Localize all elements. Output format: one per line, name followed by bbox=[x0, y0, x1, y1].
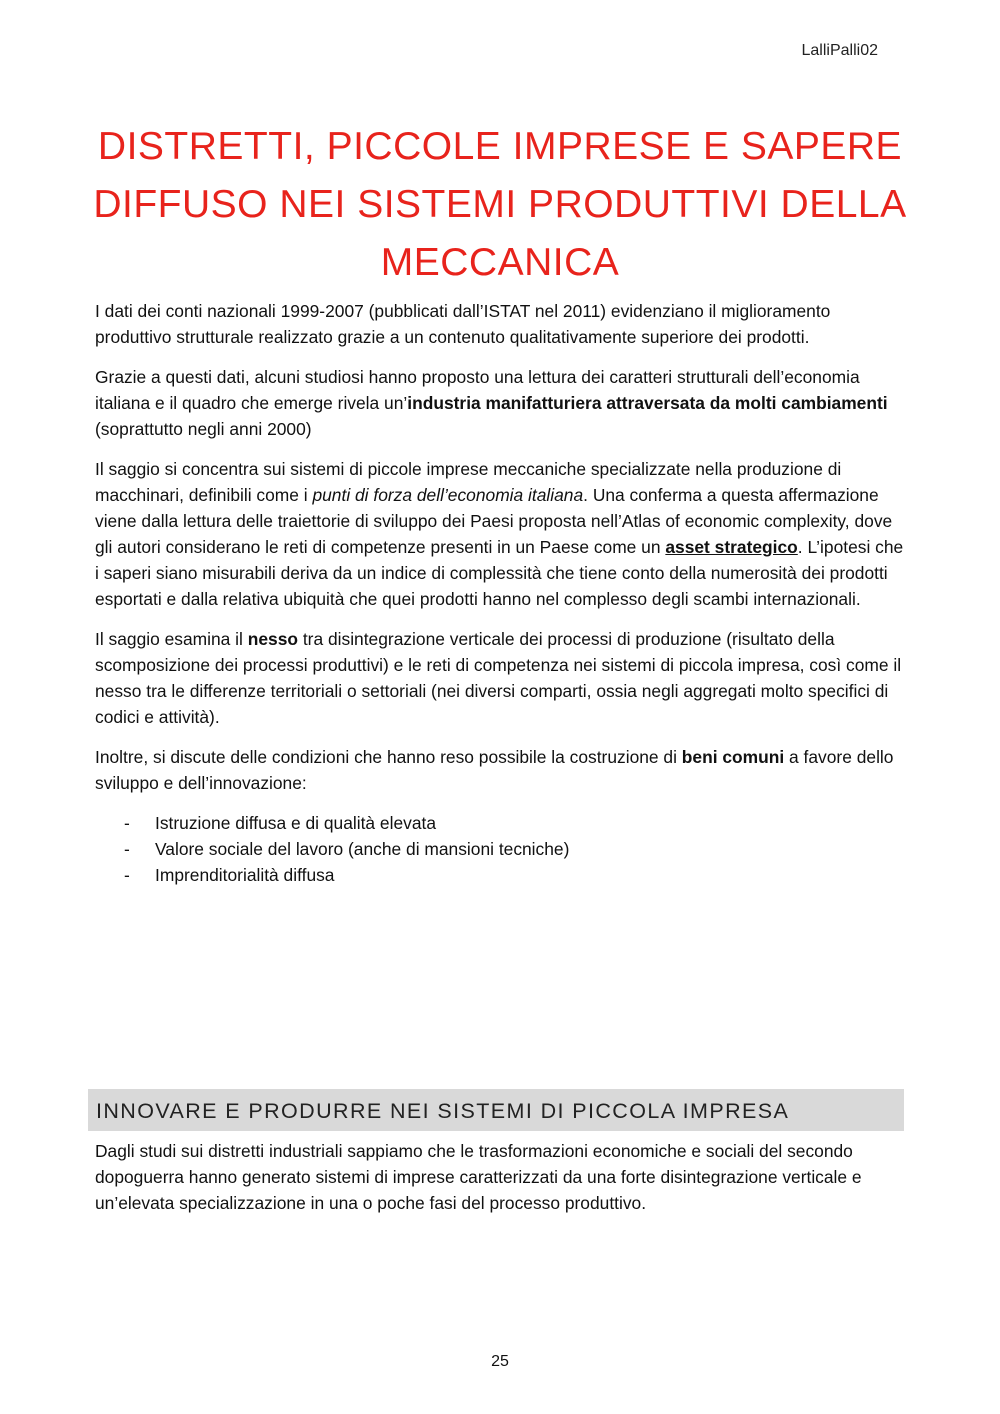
paragraph-3-bold-underline bbox=[665, 537, 797, 557]
paragraph-2-text-end: (soprattutto negli anni 2000) bbox=[95, 419, 312, 439]
dash-icon: - bbox=[124, 813, 130, 833]
section-paragraph: Dagli studi sui distretti industriali sappiamo che le trasformazioni economiche e sociali del secondo dopoguerra hanno generato sistemi di imprese caratterizzati da una forte disintegrazione verticale e un’elevata specializzazione in una o poche fasi del processo produttivo. bbox=[95, 1141, 862, 1213]
section-content bbox=[95, 1138, 910, 1216]
paragraph-4-bold: nesso bbox=[247, 629, 298, 649]
list-item bbox=[95, 862, 910, 888]
asset-strategico-underline: asset strategico bbox=[665, 537, 798, 557]
paragraph-3-text-middle: . Una conferma a questa affermazione viene dalla lettura delle traiettorie di sviluppo dei Paesi proposta nell’Atlas of economic complexity, dove gli autori considerano le reti di competenze presenti in un Paese come un bbox=[95, 485, 893, 557]
list-item-text: Istruzione diffusa e di qualità elevata bbox=[155, 813, 437, 833]
paragraph-3 bbox=[95, 456, 910, 612]
paragraph-2 bbox=[95, 364, 910, 442]
paragraph-5-text-end: a favore dello sviluppo e dell’innovazione: bbox=[95, 747, 894, 793]
paragraph-4-text-end: tra disintegrazione verticale dei processi di produzione (risultato della scomposizione dei processi produttivi) e le reti di competenza nei sistemi di piccola impresa, così come il nesso tra le differenze territoriali o settoriali (nei diversi comparti, ossia negli aggregati molto specifici di codici e attività). bbox=[95, 629, 902, 727]
paragraph-5-text: Inoltre, si discute delle condizioni che hanno reso possibile la costruzione di bbox=[95, 747, 682, 767]
dash-icon: - bbox=[124, 865, 130, 885]
document-title bbox=[80, 118, 920, 292]
dash-icon: - bbox=[124, 839, 130, 859]
section-heading: INNOVARE E PRODURRE NEI SISTEMI DI PICCOLA IMPRESA bbox=[88, 1089, 904, 1131]
paragraph-5-bold: beni comuni bbox=[681, 747, 785, 767]
paragraph-3-italic: punti di forza dell’economia italiana bbox=[312, 485, 584, 505]
list-item bbox=[95, 810, 910, 836]
paragraph-4 bbox=[95, 626, 910, 730]
paragraph-2-text: Grazie a questi dati, alcuni studiosi hanno proposto una lettura dei caratteri strutturali dell’economia italiana e il quadro che emerge rivela un’ bbox=[95, 367, 860, 413]
list-item bbox=[95, 836, 910, 862]
list-item-text: Imprenditorialità diffusa bbox=[155, 865, 335, 885]
list-item-text: Valore sociale del lavoro (anche di mansioni tecniche) bbox=[155, 839, 570, 859]
paragraph-2-bold: industria manifatturiera attraversata da molti cambiamenti bbox=[407, 393, 888, 413]
page-number: 25 bbox=[491, 1353, 509, 1370]
paragraph-1: I dati dei conti nazionali 1999-2007 (pubblicati dall’ISTAT nel 2011) evidenziano il miglioramento produttivo strutturale realizzato grazie a un contenuto qualitativamente superiore dei prodotti. bbox=[95, 301, 831, 347]
title-line-3: MECCANICA bbox=[380, 241, 620, 284]
paragraph-3-text: Il saggio si concentra sui sistemi di piccole imprese meccaniche specializzate nella produzione di macchinari, definibili come i bbox=[95, 459, 842, 505]
title-line-2: DIFFUSO NEI SISTEMI PRODUTTIVI DELLA bbox=[93, 183, 907, 226]
main-content bbox=[95, 298, 910, 888]
paragraph-5 bbox=[95, 744, 910, 796]
bullet-list bbox=[95, 810, 910, 888]
paragraph-3-text-end: . L’ipotesi che i saperi siano misurabili deriva da un indice di complessità che tiene conto della numerosità dei prodotti esportati e dalla relativa ubiquità che quei prodotti hanno nel complesso degli scambi internazionali. bbox=[95, 537, 904, 609]
paragraph-4-text: Il saggio esamina il bbox=[95, 629, 248, 649]
header-author: LalliPalli02 bbox=[801, 42, 878, 59]
title-line-1: DISTRETTI, PICCOLE IMPRESE E SAPERE bbox=[97, 125, 903, 168]
